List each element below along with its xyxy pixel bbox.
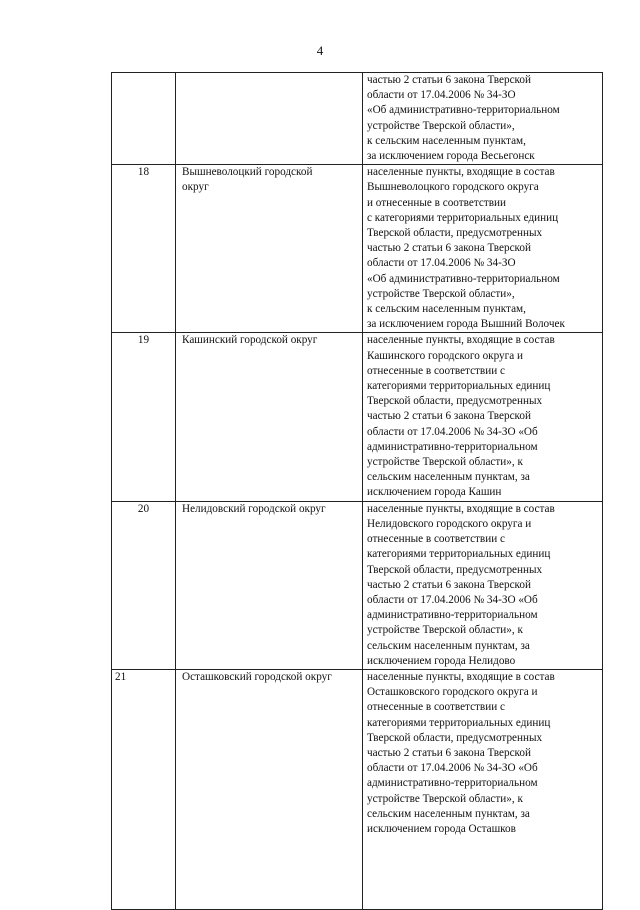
description-line: населенные пункты, входящие в состав — [367, 166, 555, 179]
table-body — [112, 73, 603, 910]
description-line: к сельским населенным пунктам, — [367, 134, 526, 147]
table-row — [112, 333, 603, 501]
description-line: Тверской области, предусмотренных — [367, 227, 543, 240]
description-line: категориями территориальных единиц — [367, 380, 551, 393]
settlements-table — [111, 72, 603, 910]
row-number-cell: 18 — [112, 165, 176, 333]
description-line: Тверской области, предусмотренных — [367, 563, 543, 576]
description-line: исключением города Нелидово — [367, 654, 516, 667]
description-line: Тверской области, предусмотренных — [367, 395, 543, 408]
district-name-cell — [176, 333, 363, 501]
row-number-cell: 20 — [112, 501, 176, 669]
description-line: устройстве Тверской области», к — [367, 456, 523, 469]
description-line: Тверской области, предусмотренных — [367, 731, 543, 744]
description-line: частью 2 статьи 6 закона Тверской — [367, 74, 531, 86]
page-number: 4 — [316, 43, 324, 58]
description-line: населенные пункты, входящие в состав — [367, 502, 555, 515]
description-line: за исключением города Вышний Волочек — [367, 318, 565, 331]
settlements-description-cell — [363, 501, 603, 669]
row-number-cell — [112, 73, 176, 165]
district-name-cell — [176, 669, 363, 909]
description-line: Кашинского городского округа и — [367, 349, 523, 362]
description-line: Осташковского городского округа и — [367, 686, 538, 699]
description-line: частью 2 статьи 6 закона Тверской — [367, 410, 531, 423]
description-line: отнесенные в соответствии с — [367, 533, 505, 546]
settlements-description-cell — [363, 73, 603, 165]
district-name-line: Кашинский городской округ — [182, 334, 318, 347]
settlements-description-cell — [363, 669, 603, 909]
description-line: с категориями территориальных единиц — [367, 211, 559, 224]
district-name-line: Нелидовский городской округ — [182, 502, 326, 515]
table-row — [112, 165, 603, 333]
description-line: категориями территориальных единиц — [367, 548, 551, 561]
district-name-line: Осташковский городской округ — [182, 670, 332, 683]
description-line: административно-территориальном — [367, 777, 538, 790]
district-name-cell — [176, 501, 363, 669]
district-name-line: Вышневолоцкий городской — [182, 166, 313, 179]
description-line: исключением города Осташков — [367, 822, 516, 835]
table-row — [112, 501, 603, 669]
description-line: отнесенные в соответствии с — [367, 364, 505, 377]
district-name-cell — [176, 73, 363, 165]
row-number-cell: 19 — [112, 333, 176, 501]
description-line: сельским населенным пунктам, за — [367, 639, 530, 652]
row-number-cell: 21 — [112, 669, 176, 909]
description-line: Вышневолоцкого городского округа — [367, 181, 539, 194]
description-line: отнесенные в соответствии с — [367, 701, 505, 714]
description-line: и отнесенные в соответствии — [367, 196, 506, 209]
description-line: частью 2 статьи 6 закона Тверской — [367, 578, 531, 591]
description-line: населенные пункты, входящие в состав — [367, 334, 555, 347]
description-line: Нелидовского городского округа и — [367, 517, 532, 530]
settlements-description-cell — [363, 333, 603, 501]
description-line: области от 17.04.2006 № 34-ЗО — [367, 89, 516, 102]
description-line: области от 17.04.2006 № 34-ЗО «Об — [367, 593, 538, 606]
description-line: за исключением города Весьегонск — [367, 150, 535, 163]
description-line: частью 2 статьи 6 закона Тверской — [367, 746, 531, 759]
district-name-cell — [176, 165, 363, 333]
description-line: сельским населенным пунктам, за — [367, 807, 530, 820]
description-line: административно-территориальном — [367, 609, 538, 622]
description-line: населенные пункты, входящие в состав — [367, 670, 555, 683]
description-line: «Об административно-территориальном — [367, 272, 560, 285]
description-line: устройстве Тверской области», — [367, 287, 515, 300]
description-line: категориями территориальных единиц — [367, 716, 551, 729]
description-line: сельским населенным пунктам, за — [367, 471, 530, 484]
description-line: области от 17.04.2006 № 34-ЗО «Об — [367, 762, 538, 775]
description-line: к сельским населенным пунктам, — [367, 303, 526, 316]
description-line: исключением города Кашин — [367, 486, 502, 499]
description-line: области от 17.04.2006 № 34-ЗО — [367, 257, 516, 270]
description-line: административно-территориальном — [367, 440, 538, 453]
description-line: устройстве Тверской области», к — [367, 624, 523, 637]
description-line: устройстве Тверской области», — [367, 119, 515, 132]
settlements-description-cell — [363, 165, 603, 333]
table-row — [112, 669, 603, 909]
description-line: частью 2 статьи 6 закона Тверской — [367, 242, 531, 255]
description-line: области от 17.04.2006 № 34-ЗО «Об — [367, 425, 538, 438]
table-row — [112, 73, 603, 165]
district-name-line: округ — [182, 181, 209, 194]
settlements-table-wrapper — [111, 72, 602, 910]
description-line: «Об административно-территориальном — [367, 104, 560, 117]
description-line: устройстве Тверской области», к — [367, 792, 523, 805]
